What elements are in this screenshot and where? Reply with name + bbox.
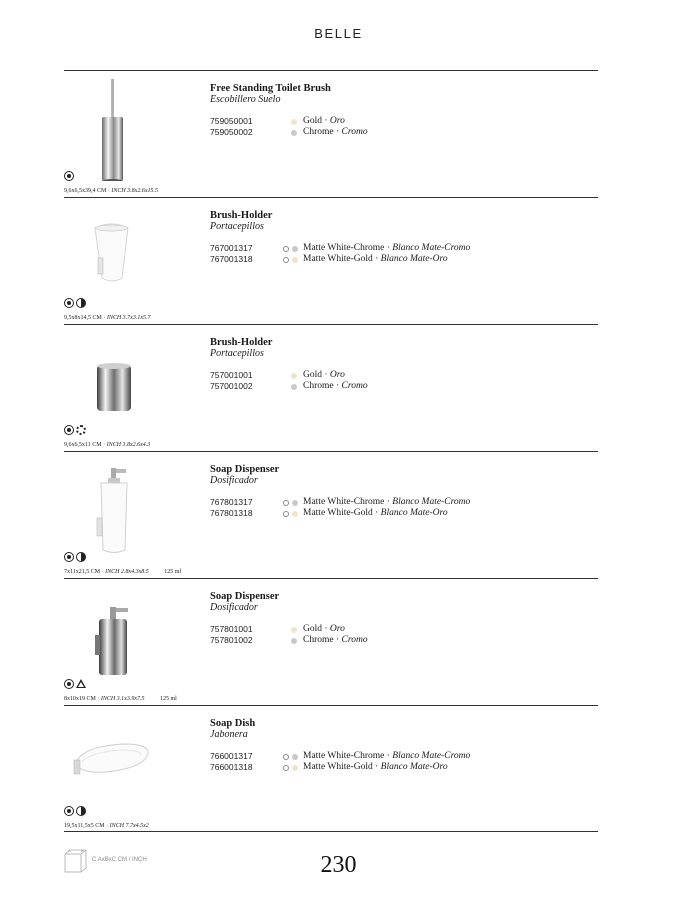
feature-badges xyxy=(64,679,88,691)
variant-item xyxy=(210,370,598,381)
finish-separator: · xyxy=(322,370,330,380)
product-row xyxy=(64,198,598,325)
dimensions xyxy=(64,442,164,448)
variant-item xyxy=(210,254,598,265)
finish-separator: · xyxy=(372,508,381,518)
finish-name-en: Matte White-Chrome xyxy=(303,497,385,507)
variant-name xyxy=(303,116,345,127)
variant-item xyxy=(210,635,598,646)
chrome-swatch-icon xyxy=(291,638,297,644)
white-swatch-icon xyxy=(283,754,289,760)
variant-code: 767801318 xyxy=(210,508,253,518)
variant-code: 766001317 xyxy=(210,751,253,761)
product-row xyxy=(64,452,598,579)
product-image-soap-dispenser-chrome xyxy=(64,579,206,689)
finish-name-es: Blanco Mate-Oro xyxy=(380,762,448,772)
finish-name-en: Gold xyxy=(303,116,322,126)
gold-swatch-icon xyxy=(291,373,297,379)
white-swatch-icon xyxy=(283,246,289,252)
product-info xyxy=(210,337,598,392)
product-subtitle: Portacepillos xyxy=(210,348,264,359)
finish-name-es: Oro xyxy=(329,370,345,380)
variant-name xyxy=(303,243,470,254)
variant-list xyxy=(210,497,598,519)
chrome-swatch-icon xyxy=(291,130,297,136)
variant-code: 757001001 xyxy=(210,370,253,380)
variant-item xyxy=(210,508,598,519)
finish-name-es: Cromo xyxy=(341,127,368,137)
product-subtitle: Dosificador xyxy=(210,475,258,486)
finish-separator: · xyxy=(333,127,342,137)
variant-item xyxy=(210,624,598,635)
gold-swatch-icon xyxy=(292,511,298,517)
finish-name-en: Chrome xyxy=(303,635,334,645)
half-circle-icon xyxy=(76,552,86,562)
finish-separator: · xyxy=(372,762,381,772)
ring-icon xyxy=(64,425,74,435)
dimensions xyxy=(64,696,177,702)
product-info xyxy=(210,718,598,773)
finish-name-en: Gold xyxy=(303,370,322,380)
variant-item xyxy=(210,762,598,773)
product-image-brush-holder-white xyxy=(64,198,206,308)
product-info xyxy=(210,591,598,646)
variant-name xyxy=(303,370,345,381)
dims-inch: INCH 2.8x4.3x8.5 xyxy=(105,569,149,575)
product-info xyxy=(210,210,598,265)
legend-c: C xyxy=(92,857,97,863)
feature-badges xyxy=(64,806,88,818)
finish-name-en: Matte White-Gold xyxy=(303,762,373,772)
finish-name-es: Blanco Mate-Oro xyxy=(380,254,448,264)
variant-code: 767001317 xyxy=(210,243,253,253)
variant-list xyxy=(210,370,598,392)
product-image-soap-dispenser-white xyxy=(64,452,206,562)
brand-title: BELLE xyxy=(314,26,363,41)
feature-badges xyxy=(64,298,88,310)
product-row xyxy=(64,579,598,706)
white-swatch-icon xyxy=(283,511,289,517)
variant-item xyxy=(210,381,598,392)
product-row xyxy=(64,71,598,198)
chrome-swatch-icon xyxy=(292,500,298,506)
finish-name-en: Matte White-Chrome xyxy=(303,751,385,761)
legend-units: AxBxC CM / INCH xyxy=(97,857,147,863)
finish-separator: · xyxy=(384,243,393,253)
chrome-swatch-icon xyxy=(292,246,298,252)
variant-code: 757801002 xyxy=(210,635,253,645)
chrome-swatch-icon xyxy=(292,754,298,760)
variant-item xyxy=(210,751,598,762)
variant-code: 757001002 xyxy=(210,381,253,391)
finish-name-en: Matte White-Chrome xyxy=(303,243,385,253)
variant-name xyxy=(303,127,368,138)
product-row xyxy=(64,325,598,452)
feature-badges xyxy=(64,552,88,564)
dims-cm: 9,6x6,5x11 CM · xyxy=(64,442,106,448)
dims-inch: INCH 3.8x2.6x15.5 xyxy=(111,188,159,194)
dims-inch: INCH 7.7x4.5x2 xyxy=(109,823,149,829)
ring-icon xyxy=(64,298,74,308)
finish-separator: · xyxy=(372,254,381,264)
half-circle-icon xyxy=(76,806,86,816)
variant-name xyxy=(303,254,448,265)
finish-name-en: Chrome xyxy=(303,127,334,137)
dimensions xyxy=(64,188,172,194)
dims-cm: 7x11x21,5 CM · xyxy=(64,569,104,575)
product-image-brush-holder-chrome xyxy=(64,325,206,435)
capacity: 125 ml xyxy=(164,569,182,575)
triangle-icon xyxy=(76,679,86,688)
variant-name xyxy=(303,751,470,762)
finish-name-es: Oro xyxy=(329,116,345,126)
legend-b: B xyxy=(81,848,84,853)
finish-name-en: Gold xyxy=(303,624,322,634)
variant-name xyxy=(303,508,448,519)
finish-separator: · xyxy=(322,624,330,634)
variant-name xyxy=(303,497,470,508)
product-subtitle: Dosificador xyxy=(210,602,258,613)
variant-item xyxy=(210,243,598,254)
variant-code: 759050001 xyxy=(210,116,253,126)
dims-inch: INCH 3.1x3.9x7.5 xyxy=(100,696,145,702)
variant-name xyxy=(303,381,368,392)
dims-cm: 9,6x6,5x39,4 CM · xyxy=(64,188,110,194)
dimensions xyxy=(64,569,181,575)
white-swatch-icon xyxy=(283,765,289,771)
dims-cm: 9,5x8x14,5 CM · xyxy=(64,315,106,321)
finish-name-es: Oro xyxy=(329,624,345,634)
variant-code: 767801317 xyxy=(210,497,253,507)
ring-icon xyxy=(64,806,74,816)
variant-item xyxy=(210,127,598,138)
dims-cm: 19,5x11,5x5 CM · xyxy=(64,823,109,829)
variant-list xyxy=(210,751,598,773)
feature-badges xyxy=(64,171,76,183)
finish-separator: · xyxy=(384,497,393,507)
dims-inch: INCH 3.7x3.1x5.7 xyxy=(106,315,151,321)
variant-code: 757801001 xyxy=(210,624,253,634)
dims-inch: INCH 3.8x2.6x4.3 xyxy=(106,442,151,448)
variant-code: 766001318 xyxy=(210,762,253,772)
variant-list xyxy=(210,116,598,138)
product-info xyxy=(210,83,598,138)
gold-swatch-icon xyxy=(291,119,297,125)
gold-swatch-icon xyxy=(291,627,297,633)
variant-item xyxy=(210,497,598,508)
finish-name-es: Blanco Mate-Oro xyxy=(380,508,448,518)
dimensions xyxy=(64,823,163,829)
chrome-swatch-icon xyxy=(291,384,297,390)
finish-name-es: Cromo xyxy=(341,635,368,645)
divider xyxy=(64,831,598,832)
product-row xyxy=(64,706,598,833)
gear-icon xyxy=(76,425,86,435)
variant-list xyxy=(210,624,598,646)
variant-name xyxy=(303,635,368,646)
product-subtitle: Portacepillos xyxy=(210,221,264,232)
ring-icon xyxy=(64,679,74,689)
page-number: 230 xyxy=(320,852,357,878)
variant-name xyxy=(303,624,345,635)
finish-name-es: Blanco Mate-Cromo xyxy=(392,243,471,253)
product-image-toilet-brush xyxy=(64,71,206,181)
feature-badges xyxy=(64,425,88,437)
product-title: Brush-Holder xyxy=(210,337,273,348)
finish-name-en: Matte White-Gold xyxy=(303,508,373,518)
product-title: Free Standing Toilet Brush xyxy=(210,83,331,94)
ring-icon xyxy=(64,552,74,562)
half-circle-icon xyxy=(76,298,86,308)
variant-item xyxy=(210,116,598,127)
product-title: Soap Dish xyxy=(210,718,256,729)
finish-name-es: Blanco Mate-Cromo xyxy=(392,497,471,507)
white-swatch-icon xyxy=(283,257,289,263)
variant-name xyxy=(303,762,448,773)
white-swatch-icon xyxy=(283,500,289,506)
dims-cm: 8x10x19 CM · xyxy=(64,696,100,702)
product-title: Soap Dispenser xyxy=(210,464,280,475)
variant-list xyxy=(210,243,598,265)
finish-separator: · xyxy=(322,116,330,126)
finish-separator: · xyxy=(384,751,393,761)
gold-swatch-icon xyxy=(292,257,298,263)
gold-swatch-icon xyxy=(292,765,298,771)
variant-code: 759050002 xyxy=(210,127,253,137)
dimensions xyxy=(64,315,165,321)
finish-name-en: Chrome xyxy=(303,381,334,391)
product-title: Brush-Holder xyxy=(210,210,273,221)
product-title: Soap Dispenser xyxy=(210,591,280,602)
finish-separator: · xyxy=(333,635,342,645)
product-info xyxy=(210,464,598,519)
product-image-soap-dish xyxy=(64,706,206,816)
finish-separator: · xyxy=(333,381,342,391)
ring-icon xyxy=(64,171,74,181)
finish-name-en: Matte White-Gold xyxy=(303,254,373,264)
finish-name-es: Cromo xyxy=(341,381,368,391)
legend-a: A xyxy=(68,848,71,853)
product-subtitle: Escobillero Suelo xyxy=(210,94,281,105)
product-subtitle: Jabonera xyxy=(210,729,248,740)
capacity: 125 ml xyxy=(160,696,177,702)
variant-code: 767001318 xyxy=(210,254,253,264)
finish-name-es: Blanco Mate-Cromo xyxy=(392,751,471,761)
